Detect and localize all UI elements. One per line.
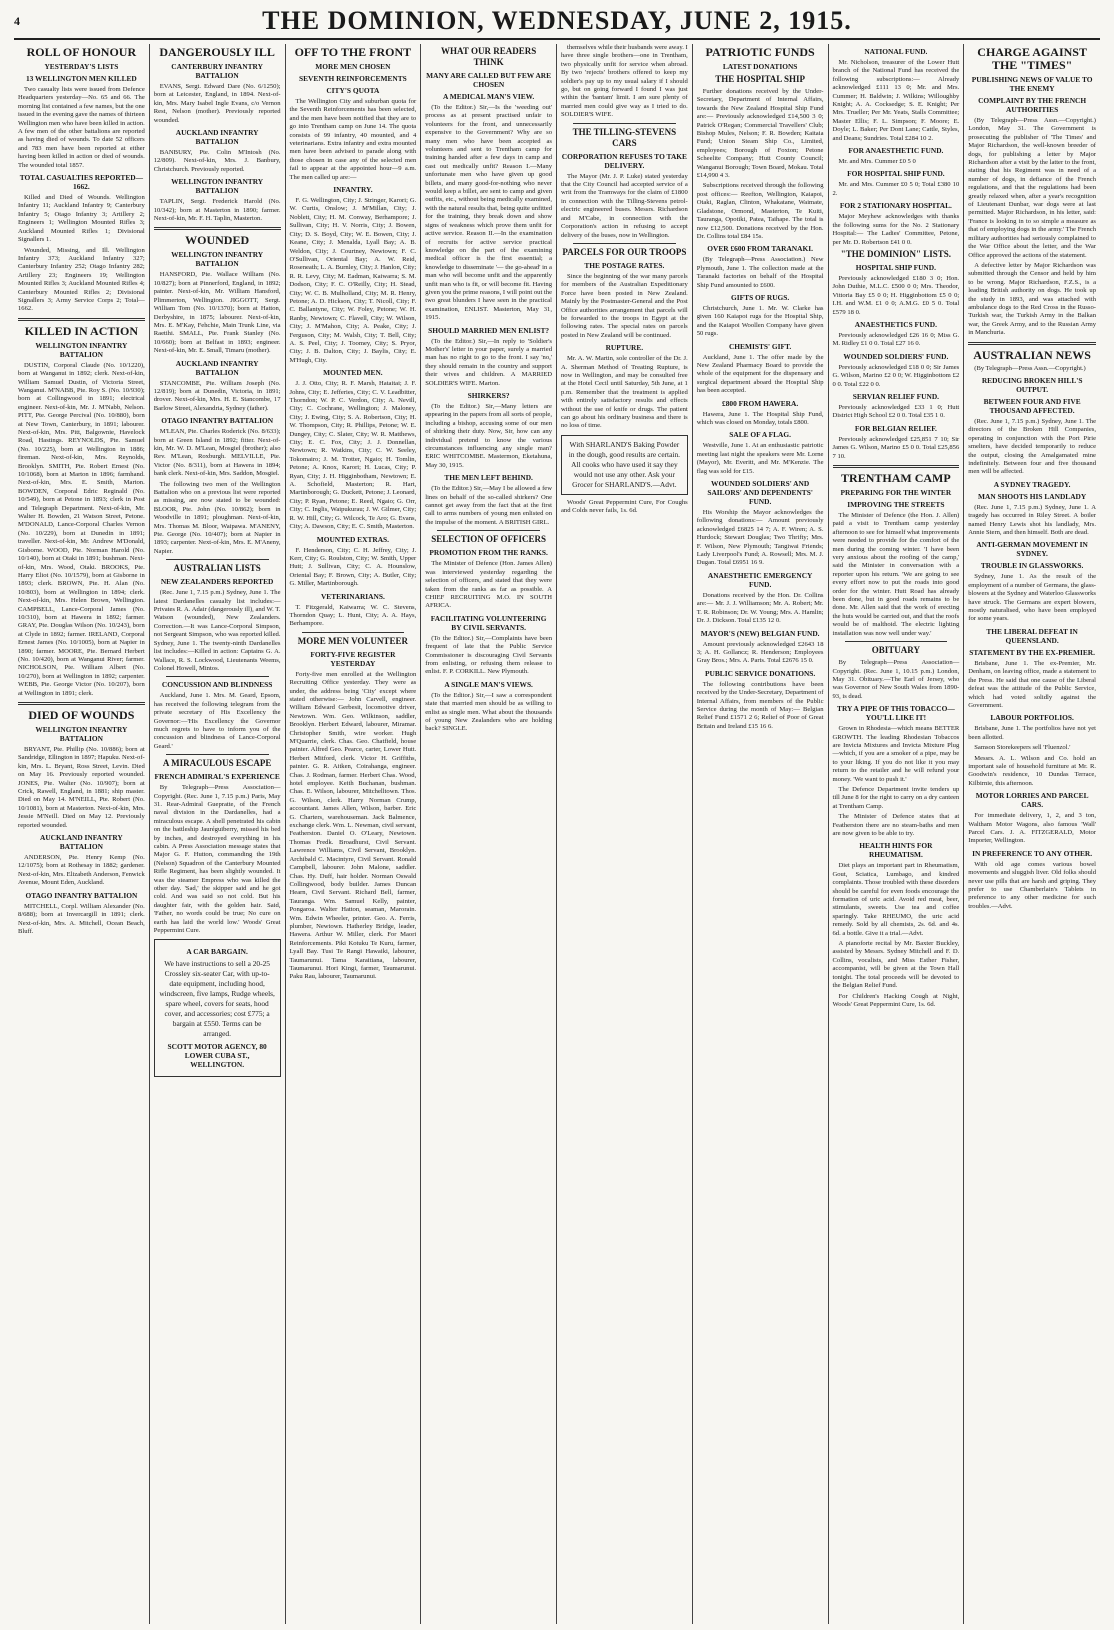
subheading: MOTOR LORRIES AND PARCEL CARS. bbox=[975, 791, 1089, 810]
article-text: (Rec. June 1, 7.15 p.m.) Sydney, June 1. A tragedy has occurred in Riley Street. A boiler named Henry Lewis shot his landlady, Mrs. Annie Stern, and then himself. Both are dead. bbox=[968, 503, 1096, 537]
divider bbox=[833, 465, 960, 468]
article-text: (To the Editor.) Sir,—May I be allowed a few lines on behalf of the so-called shirkers? One cannot get away from the fact that at the first call to arms numbers of young men enlisted on the impulse of the moment. A BRITISH GIRL. bbox=[425, 485, 552, 526]
subheading: OTAGO INFANTRY BATTALION bbox=[25, 890, 138, 900]
subheading: MORE MEN CHOSEN bbox=[315, 62, 391, 71]
article-text: ANDERSON, Pte. Henry Kemp (No. 12/1075); born at Rothesay in 1882; gardener. Next-of-kin, Mrs. Elizabeth Anderson, Fenwick Avenue, Mount Eden, Auckland. bbox=[18, 854, 145, 887]
article-text: Major Meyhew acknowledges with thanks the following sums for the No. 2 Stationary Hospital:— The Ladies' Committee, Petone, per Mr. D. Robertson £41 0 0. bbox=[832, 213, 960, 246]
subheading: FOR HOSPITAL SHIP FUND. bbox=[847, 169, 945, 179]
hospital-ship-heading: THE HOSPITAL SHIP bbox=[715, 74, 806, 84]
article-text: Woods' Great Peppermint Cure, For Coughs and Colds never fails, 1s. 6d. bbox=[561, 498, 688, 515]
subheading: VETERINARIANS. bbox=[320, 591, 385, 601]
advert-text: We have instructions to sell a 20-25 Crossley six-seater Car, with up-to-date equipment, including hood, windscreen, five lamps, Rudge wheels, spare wheel, covers for seats, hood cover, and accessories; cost £775; a bargain at £550. Terms can be arranged. bbox=[159, 959, 275, 1039]
columns bbox=[14, 44, 1100, 1624]
article-text: The Minister of Defence states that at Featherston there are no steam-baths and men are now given to be able to try. bbox=[832, 813, 960, 837]
article-text: Christchurch, June 1. Mr. W. Clarke has given 160 Kaiapoi rugs for the Hospital Ship, and the Kaiapoi Woollen Company have given 50 rugs. bbox=[696, 304, 824, 338]
article-text: (To the Editor.) Sir,—I saw a correspondent state that married men should be as willing to enlist as single men. What about the thousands of young New Zealanders who are holding back? SINGLE. bbox=[425, 691, 552, 733]
subheading: HEALTH HINTS FOR RHEUMATISM. bbox=[859, 841, 933, 860]
article-text: Two casualty lists were issued from Defence Headquarters yesterday—No. 65 and 66. The morning list contained a few names, but the one issued in the evening gave the names of thirteen Wellington men who have been killed in action. A few men of the other battalions are reported as having died of wounds. To date 52 officers and 783 men have been reported at either having been killed in action or died of wounds. The wounded total 1857. bbox=[18, 86, 145, 169]
divider bbox=[437, 530, 540, 531]
article-text: The Defence Department invite tenders up till June 8 for the right to carry on a dry canteen at Trentham Camp. bbox=[832, 785, 960, 810]
more-men-volunteer-heading: MORE MEN VOLUNTEER bbox=[297, 635, 408, 646]
divider bbox=[166, 676, 269, 677]
column-patriotic-funds bbox=[693, 44, 829, 1624]
subheading: A MEDICAL MAN'S VIEW. bbox=[443, 92, 535, 101]
article-text: Previously acknowledged £18 0 0; Sir James G. Wilson, Marino £2 0 0; W. Higginbottom £2 0 0. Total £22 0 0. bbox=[832, 363, 960, 388]
article-text: Subscriptions received through the following post offices:— Reefton, Wellington, Kaiapoi, Otaki, Raglan, Clinton, Whakatane, Waimate, Gladstone, Ormond, Masterton, Te Kuiti, Tauranga, Opotiki, Patea, Taihape. The total is now £12,500. Donations received by the Hon. Dr. Collins total £84 15s. bbox=[696, 182, 824, 240]
subheading: A SYDNEY TRAGEDY. bbox=[993, 479, 1071, 489]
readers-think-heading: WHAT OUR READERS THINK bbox=[441, 46, 537, 67]
article-text: Amount previously acknowledged £2643 18 3; A. H. Gollancz; R. Henderson; Employees Gray Bros.; Mrs. A. Paris. Total £2676 15 0. bbox=[696, 640, 824, 665]
subheading: NATIONAL FUND. bbox=[864, 47, 928, 56]
article-text: BANBURY, Pte. Colin M'Intosh (No. 12/809). Next-of-kin, Mrs. J. Banbury, Christchurch. Previously reported. bbox=[153, 149, 281, 173]
article-text: Mr. and Mrs. Cummer £0 5 0; Total £380 10 2. bbox=[832, 181, 960, 197]
patriotic-funds-heading: PATRIOTIC FUNDS bbox=[705, 45, 815, 59]
article-text: Mr. A. W. Martin, sole controller of the Dr. J. A. Sherman Method of Treating Rupture, is now in Wellington, and may be consulted free at the Hotel Cecil until Saturday, 5th June, at 1 p.m. Remember that the treatment is applied with entirely satisfactory results and effects without the use of knife or drugs. The patient can go about his ordinary business and there is no loss of time. bbox=[561, 355, 688, 430]
subheading: THE POSTAGE RATES. bbox=[584, 260, 665, 270]
subheading: CANTERBURY INFANTRY BATTALION bbox=[171, 62, 263, 80]
article-text: (To the Editor.) Sir,—Is the 'weeding out' process as at present practised unfair to volunteers for the front, and unnecessarily expensive to the Government? Why are so many men who have been accepted as volunteers and sent to Trentham camp for training handed after a few days in camp and cast out medically unfit? Reason I.—Many unfortunate men who have given up good billets, and many good-for-nothing who never would keep a billet, are sent to camp and given outfits, etc., without being medically examined, with the natural results that, being quite unfitted for the training, they break down and show signs of weakness which prove them unfit for active service. Reason II.—In the examination of recruits for active service practical knowledge on the part of the examining medical officer is the first essential; a knowledge to disseminate '— the go-ahead' in a man who will become unfit and the apparently unfit man who is fit, or will become fit. Having given you the prime reasons, I will point out the two great blunders I have seen in the practical examination, ENLIST. Masterton, May 31, 1915. bbox=[425, 104, 552, 322]
subheading: CONCUSSION AND BLINDNESS bbox=[161, 680, 273, 690]
article-text: Sydney, June 1. As the result of the employment of a number of Germans, the glass-blowers at the Sydney and Waterloo Glassworks have struck. The Germans are expert blowers, mostly naturalised, who have been employed for some years. bbox=[968, 573, 1096, 623]
wounded-heading: WOUNDED bbox=[185, 233, 250, 248]
divider bbox=[18, 318, 145, 321]
subheading: TOTAL CASUALTIES REPORTED—1662. bbox=[19, 173, 143, 192]
subheading: SEVENTH REINFORCEMENTS bbox=[298, 74, 407, 83]
subheading: OTAGO INFANTRY BATTALION bbox=[161, 416, 274, 426]
article-text: Grown in Rhodesia—which means BETTER GROWTH. The leading Rhodesian Tobaccos are Invicta Mixtures and Invicta Mixture Plug—which, if you are a smoker of a pipe, may be to your liking. If you do not like it you may return to the retailer and he will refund your money. 'We want to push it.' bbox=[832, 725, 960, 783]
article-text: Donations received by the Hon. Dr. Collins are:— Mr. J. J. Williamson; Mr. A. Robert; Mr. T. R. Robinson; Dr. W. Young; Mrs. A. Hamlin; Dr. J. Dickson. Total £135 12 0. bbox=[696, 591, 824, 625]
subheading: PROMOTION FROM THE RANKS. bbox=[429, 548, 548, 558]
article-text: The following contributions have been received by the Under-Secretary, Department of Internal Affairs, from members of the Public Service during the month of May:— Belgian Relief Fund £1571 2 6; Relief of Poor of Great Britain and Ireland £15 16 6. bbox=[696, 680, 824, 730]
article-text: (To the Editor.) Sir,—Many letters are appearing in the papers from all sorts of people, including a bishop, accusing some of our men of shirking their duty. Now, Sir, how can any individual pretend to know the various circumstances influencing any single man? ERIC WHITCOMBE. Mastermon, Eketahuna, May 30, 1915. bbox=[425, 403, 552, 469]
advert-heading: A CAR BARGAIN. bbox=[186, 947, 248, 957]
subheading: BETWEEN FOUR AND FIVE THOUSAND AFFECTED. bbox=[983, 396, 1081, 415]
subheading: PREPARING FOR THE WINTER bbox=[840, 488, 952, 497]
article-text: Diet plays an important part in Rheumatism, Gout, Sciatica, Lumbago, and kindred complaints. Those troubled with these disorders should be careful for even foods encourage the formation of uric acid. Avoid red meat, beer, stimulants, sweets. Use tea and coffee sparingly. Take RHEUMO, the uric acid remedy. Sold by all chemists, 2s. 6d. and 4s. 6d. a bottle. Give it a trial.—Advt. bbox=[832, 862, 960, 937]
car-bargain-advert bbox=[154, 939, 281, 1077]
subheading: AUCKLAND INFANTRY BATTALION bbox=[40, 833, 123, 852]
subheading: SHOULD MARRIED MEN ENLIST? bbox=[428, 325, 550, 335]
article-text: By Telegraph—Press Association—Copyright. (Rec. June 1, 7.15 p.m.) Paris, May 31. Rear-Admiral Guepratte, of the French naval division in the Dardanelles, had a miraculous escape. A shell penetrated his cabin on the battleship Jauréguiberry, missed his bed by inches, and destroyed everything in his cabin. A Press Association message states that Major G. F. Hutton, commanding the 19th (Nelson) Squadron of the Canterbury Mounted Rifle Regiment, has been slightly wounded. It was the steamer Empress who was killed the other day. 'Sad,' the skipper said and he got cold. And was said so not cold. But his daughter fair, with the golden hair. Said, 'Father, no words could be true; No cure on earth has laid the world low.' Woods' Great Peppermint Cure. bbox=[153, 784, 281, 935]
divider bbox=[154, 227, 281, 230]
subheading: RUPTURE. bbox=[605, 343, 644, 353]
article-text: Previously acknowledged £33 1 0; Hutt District High School £2 0 0. Total £35 1 0. bbox=[832, 403, 960, 420]
article-text: themselves while their husbands were away. I have three single brothers—one in Trentham, two physically unfit for service when abroad. By two 'rejects' brothers offered to keep my soldier's pay up to my usual salary if I should go, but on going forward I found I was just within the 'bantam' limit. I am sure plenty of married men could give way as I tried to do. SOLDIER'S WIFE. bbox=[561, 44, 688, 119]
article-text: For Children's Hacking Cough at Night, Woods' Great Peppermint Cure, 1s. 6d. bbox=[832, 992, 960, 1008]
article-text: Mr. and Mrs. Cummer £0 5 0 bbox=[838, 158, 916, 166]
subheading: INFANTRY. bbox=[333, 185, 373, 195]
subheading: YESTERDAY'S LISTS bbox=[44, 62, 119, 71]
subheading: ANAESTHETIC EMERGENCY FUND. bbox=[707, 570, 813, 589]
subheading: SERVIAN RELIEF FUND. bbox=[852, 391, 940, 401]
article-text: (Rec. June 1, 7.15 p.m.) Sydney, June 1. The directors of the Broken Hill Companies, operating in conjunction with the Port Pirie smelters, have decided temporarily to reduce the output, closing the Amalgamated mine indefinitely. Between four and five thousand men will be affected. bbox=[968, 417, 1096, 476]
article-text: Westville, June 1. At an enthusiastic patriotic meeting last night the speakers were Mr. Lorne (Mayor), Mr. Everitt, and Mr. M'Kenzie. The flag was sold for £15. bbox=[696, 442, 824, 475]
subheading: MANY ARE CALLED BUT FEW ARE CHOSEN bbox=[426, 71, 552, 89]
off-to-the-front-heading: OFF TO THE FRONT bbox=[294, 45, 412, 59]
article-text: Hawera, June 1. The Hospital Ship Fund, which was closed on Monday, totals £800. bbox=[696, 410, 824, 426]
article-text: The following two men of the Wellington Battalion who on a previous list were reported as missing, are now stated to be wounded: BLOOR, Pte. John (No. 10/862); born in Woodville in 1891; ploughman. Next-of-kin, Mrs. Thomas M. Bloor, Waipawa. M'ANENY, Pte. George (No. 10/407); born at Napier in 1893; carpenter. Next-of-kin, Mrs. E. M'Aneny, Napier. bbox=[153, 480, 281, 555]
article-text: Auckland, June 1. The offer made by the New Zealand Pharmacy Board to provide the whole of the equipment for the dispensary and surgical department aboard the Hospital Ship has been accepted. bbox=[696, 353, 824, 395]
subheading: ANTI-GERMAN MOVEMENT IN SYDNEY. bbox=[976, 540, 1088, 559]
article-text: A pianoforte recital by Mr. Baxter Buckley, assisted by Messrs. Sydney Mitchell and F. D. Collins, vocalists, and Miss Esther Fisher, accompanist, will be given at the Town Hall tonight. The total proceeds will be devoted to the Belgian Relief Fund. bbox=[832, 940, 960, 990]
subheading: LATEST DONATIONS bbox=[722, 62, 798, 71]
article-text: (By Telegraph—Press Assn.—Copyright.) bbox=[974, 364, 1086, 372]
subheading: FACILITATING VOLUNTEERING BY CIVIL SERVANTS. bbox=[430, 613, 547, 632]
subheading: WOUNDED SOLDIERS' AND SAILORS' AND DEPENDENTS' FUND. bbox=[707, 479, 813, 507]
subheading: SALE OF A FLAG. bbox=[729, 430, 791, 440]
article-text: T. Fitzgerald, Kaiwarra; W. C. Stevens, Thorndon Quay; L. Hunt, City; A. A. Hays, Berhampore. bbox=[289, 603, 417, 628]
subheading: THE LIBERAL DEFEAT IN QUEENSLAND. bbox=[986, 626, 1078, 645]
column-off-to-the-front bbox=[286, 44, 422, 1624]
subheading: REDUCING BROKEN HILL'S OUTPUT. bbox=[981, 375, 1083, 394]
dominion-lists-heading: "THE DOMINION" LISTS. bbox=[840, 248, 952, 259]
divider bbox=[302, 632, 405, 633]
article-text: (By Telegraph—Press Assn.—Copyright.) London, May 31. The Government is prosecuting the publisher of 'The Times' and Major Richardson, the well-known breeder of dogs, for publishing a letter by Major Richardson after a visit by the latter to the front, stating that his Regiment was in need of a number of dogs, in defiance of the French regulations, and that the regulations had been greatly relaxed when, after a year's recognition of Lieutenant Dunbar, war dogs were at last permitted. Major Richardson, in his letter, said: 'France is looking in to so simple a measure as that of employing dogs in the army.' The French military authorities had seriously complained to the War Office about the letter, and the War Office approved the actions of the statement. bbox=[968, 117, 1096, 259]
subheading: TRY A PIPE OF THIS TOBACCO—YOU'LL LIKE IT! bbox=[837, 704, 955, 723]
divider bbox=[18, 702, 145, 705]
subheading: AUCKLAND INFANTRY BATTALION bbox=[175, 358, 259, 377]
subheading: ANAESTHETICS FUND. bbox=[854, 319, 937, 329]
article-text: Previously acknowledged £26 16 0; Miss G. M. Ridley £1 0 0. Total £27 16 0. bbox=[832, 331, 960, 348]
divider bbox=[968, 342, 1096, 345]
column-tilling-stevens bbox=[557, 44, 693, 1624]
parcels-heading: PARCELS FOR OUR TROOPS bbox=[562, 246, 687, 257]
article-text: The Minister of Defence (Hon. James Allen) was interviewed yesterday regarding the selection of officers, and stated that they were taken from the ranks as far as possible. A CHIEF RECRUITING M.O. IN SOUTH AFRICA. bbox=[425, 560, 552, 610]
subheading: CITY'S QUOTA bbox=[326, 86, 380, 95]
miraculous-escape-heading: A MIRACULOUS ESCAPE bbox=[162, 758, 272, 769]
article-text: Further donations received by the Under-Secretary, Department of Internal Affairs, towards the New Zealand Hospital Ship Fund are:— Previously acknowledged £14,500 3 0; Patrick O'Regan; Commercial Travellers' Club; Bishop Mules, Nelson; F. R. Bowden; Kaitaia Fund; Union Steam Ship Co., Limited, employees; Borough of Foxton; Petone Scheelite Company; Hutt County Council; Wanganui Borough; Town Board, Mokau. Total £14,990 4 3. bbox=[696, 88, 824, 180]
subheading: WELLINGTON INFANTRY BATTALION bbox=[35, 340, 128, 359]
subheading: SHIRKERS? bbox=[467, 391, 510, 400]
subheading: NEW ZEALANDERS REPORTED bbox=[160, 577, 274, 587]
subheading: MOUNTED EXTRAS. bbox=[316, 534, 390, 544]
divider bbox=[845, 641, 948, 642]
subheading: FOR 2 STATIONARY HOSPITAL. bbox=[839, 201, 952, 211]
article-text: The Mayor (Mr. J. P. Luke) stated yesterday that the City Council had accepted service of a writ from the Tramways for the claim of £1800 in connection with the Tilling-Stevens petrol-electric engineered buses. Messrs. Richardson and M'Cabe, in connection with the Corporation's action in refusing to accept delivery of the buses, now in Wellington. bbox=[561, 172, 688, 239]
subheading: MOUNTED MEN. bbox=[323, 368, 383, 378]
obituary-heading: OBITUARY bbox=[871, 645, 920, 656]
newspaper-title: THE DOMINION, WEDNESDAY, JUNE 2, 1915. bbox=[262, 6, 852, 35]
charge-against-times-heading: CHARGE AGAINST THE "TIMES" bbox=[977, 45, 1087, 72]
subheading: WELLINGTON INFANTRY BATTALION bbox=[171, 250, 264, 269]
subheading: HOSPITAL SHIP FUND. bbox=[855, 262, 936, 272]
trentham-camp-heading: TRENTHAM CAMP bbox=[841, 471, 951, 485]
article-text: The Minister of Defence (the Hon. J. Allen) paid a visit to Trentham camp yesterday afternoon to see for himself what improvements were needed to provide for the comfort of the men during the coming winter. 'I have been very anxious about the roofing of the camp,' said the Minister in conversation with a reporter upon his return. 'We are going to see every effort now to put the roads into good order for the winter. Hutt Road has already been done, but in good roads remains to be done. Mr. Allen said that the work of erecting the huts would be carried out, and that the roofs would be of malthoid. The electric lighting installation was now well under way.' bbox=[832, 512, 960, 637]
advert-footer: SCOTT MOTOR AGENCY, 80 LOWER CUBA ST., WELLINGTON. bbox=[167, 1042, 267, 1070]
subheading: WELLINGTON INFANTRY BATTALION bbox=[35, 725, 128, 743]
died-of-wounds-heading: DIED OF WOUNDS bbox=[28, 708, 135, 722]
article-text: M'LEAN, Pte. Charles Roderick (No. 8/633); born at Green Island in 1892; fitter. Next-of-kin, Mr. W. D. M'Lean, Mosgiel (brother); also Rev. M'Lean, Roxburgh. MELVILLE, Pte. Victor (No. 8/311), born at Hawera in 1894; bank clerk. Next-of-kin, Mrs. Saddon, Mosgiel. bbox=[153, 428, 281, 478]
article-text: (To the Editor.) Sir,—Complaints have been frequent of late that the Public Service Commissioner is discouraging Civil Servants from enlisting, or refusing them release to enlist. F. P. CORKILL. New Plymouth. bbox=[425, 634, 552, 676]
article-text: A defective letter by Major Richardson was submitted through the Censor and held by him to be wrong. Major Richardson, F.Z.S., is a leading British authority on dogs. He took up the study in 1893, and was attached with ambulance dogs to the Red Cross in the Russo-Turkish war, the Turkish Army in the Balkan war, the Greek Army, and to the Russian Army in Manchuria. bbox=[968, 261, 1096, 337]
article-text: Brisbane, June 1. The ex-Premier, Mr. Denham, on leaving office, made a statement to the Press. He said that one cause of the Liberal defeat was the attitude of the Public Service, which had voted solidly against the Government. bbox=[968, 659, 1096, 709]
article-text: (By Telegraph—Press Association.) New Plymouth, June 1. The collection made at the Taranaki factories on behalf of the Hospital Ship Fund amounted to £600. bbox=[696, 256, 824, 289]
article-text: Wounded, Missing, and Ill. Wellington Infantry 373; Auckland Infantry 327; Canterbury Infantry 252; Otago Infantry 282; Artillery 23; Engineers 19; Wellington Mounted Rifles 3; Auckland Mounted Rifles 4; Canterbury Mounted Rifles 2; Divisional Signallers 3; Army Service Corps 2; Total—1662. bbox=[18, 246, 145, 313]
article-text: (To the Editor.) Sir,—In reply to 'Soldier's Mother's' letter in your paper, surely a married man has no right to go to the front. I say 'no,' they should remain in the country and support their wives and children. A MARRIED SOLDIER'S WIFE. Marton. bbox=[425, 337, 552, 387]
subheading: PUBLISHING NEWS OF VALUE TO THE ENEMY bbox=[971, 75, 1093, 93]
sharland-advert: With SHARLAND'S Baking Powder in the dough, good results are certain. All cooks who have used it say they would not use any other. Ask your Grocer for SHARLAND'S.—Advt. bbox=[561, 435, 688, 495]
subheading: STATEMENT BY THE EX-PREMIER. bbox=[969, 647, 1095, 657]
article-text: Forty-five men enrolled at the Wellington Recruiting Office yesterday. They were as under, the address being 'City' except where stated otherwise:— John Carvell, engineer. William Edward Gerbesit, locomotive driver, Newtown. Wm. Geo. Wilkinson, saddler, Brooklyn. Herbert Edward, labourer, Miramar. Christopher Smith, wire worker. Hugh M'Quarrie, clerk. Chas. Geo. Chatfield, house painter. Alfred Geo. Pearce, carter, Lower Hutt. Herbert Mitford, clerk. Victor H. Griffiths, painter. G. R. Aitken, Coirahanga, engineer. Chas. J. Rodman, farmer. Herbert Chas. Wood, hotel employee. Keith Buchanan, bushman. Chas. E. Wilson, labourer, Mitchelltown. Thos. G. Wilson, clerk. Harry Norman Crump, accountant. James Allen, Wilson, barber. Eric G. Charters, warehouseman. Jack Balmence, exchange clerk. Wm. L. Newman, civil servant, Featherston. Daniel O. O'Leary, Newtown. Thomas Fredk. Broadhurst, Civil Servant. Lawrence Williams, Civil Servant, Brooklyn. Archibald C. Macintyre, Civil Servant. Ronald Campbell, labourer. John Malone, saddler. Chas. Hy. Duff, hair holder. Norman Oswald Collingwood, body builder. James Duncan Hearn, Civil Servant. Richard Bell, farmer, Tauranga. Wm. Samuel Kelly, painter, Pongaroa. Walter Hatton, seaman, Marorain. Wm. Edwin Wheeler, printer. Geo. A. Ferris, plumber, Newtown. Hatherley Bridge, leader, Hawera. Arthur W. Miller, clerk. For Maori Reinforcements. Piki Kotuku Te Kuru, farmer, Lyall Bay. Tusi Te Rangi Hawaiki, labourer, Taumarunui. Tama Karaitiana, labourer, Taumarunui. Hori Kingi, farmer, Taumarunui. Paku Rau, labourer, Taumarunui. bbox=[289, 670, 417, 981]
subheading: 13 WELLINGTON MEN KILLED bbox=[25, 74, 137, 83]
article-text: Samson Storekeepers sell 'Fluenzol.' bbox=[974, 744, 1071, 752]
article-text: Since the beginning of the war many parcels for members of the Australian Expeditionary Force have been posted in New Zealand. Mainly by the Postmaster-General and the Post Office authorities arrangement that parcels will be forwarded to the troops in Egypt at the following rates. The special rates on parcels posted in New Zealand will be continued. bbox=[561, 272, 688, 339]
article-text: EVANS, Sergt. Edward Dare (No. 6/1250); born at Leicester, England, in 1894. Next-of-kin, Mrs. Mary Isabel Ingle Evans, c/o Vernon Rest, Nelson (mother). Previously reported wounded. bbox=[153, 83, 281, 124]
subheading: GIFTS OF RUGS. bbox=[731, 292, 790, 302]
article-text: By Telegraph—Press Association—Copyright. (Rec. June 1, 10.15 p.m.) London, May 31. Obituary.—The Earl of Jersey, who was Governor of New South Wales from 1890-93, is dead. bbox=[832, 659, 960, 700]
column-dangerously-ill bbox=[150, 44, 286, 1624]
article-text: MITCHELL, Corpl. William Alexander (No. 8/688); born at Invercargill in 1891; clerk. Next-of-kin, Mrs. A. Mitchell, Ocean Beach, Bluff. bbox=[18, 902, 145, 935]
divider bbox=[573, 243, 676, 244]
subheading: WOUNDED SOLDIERS' FUND. bbox=[843, 351, 949, 361]
article-text: Mr. Nicholson, treasurer of the Lower Hutt branch of the National Fund has received the following subscriptions:— Already acknowledged £111 13 0; Mr. and Mrs. Cummer; H. Baldwin; J. Wilkins; Willoughby Knight; A. A. Cocksedge; S. E. Knight; Per Mrs. Trueller; Per Mr. Yeats, Stalls Committee; Master Ellis; F. L. Simpson; F. Moore; E. Doyle; L. Baker; Per Dont Lane; Cattle, Styles, and Deans; Sundries. Total £284 10 2. bbox=[832, 59, 960, 142]
australian-news-heading: AUSTRALIAN NEWS bbox=[973, 347, 1091, 362]
subheading: FOR ANAESTHETIC FUND. bbox=[848, 146, 944, 156]
masthead bbox=[14, 4, 1100, 40]
article-text: Brisbane, June 1. The portfolios have not yet been allotted. bbox=[968, 725, 1096, 741]
article-text: HANSFORD, Pte. Wallace William (No. 10/827); born at Pinnerford, England, in 1892; painter. Next-of-kin, Mr. William Hansford, Plimmerton, Wellington. JIGGOTT, Sergt. William Tom (No. 10/1370); born at Hatton, Derbyshire, in 1875; labourer. Next-of-kin, Mrs. E. M'Kay, Fehchie, Main Trunk Line, via Raetihi. SMALL, Pte. Frank Stanley (No. 10/660); born at Belfast in 1893; engineer. Next-of-kin, Mr. E. Small, Timaru (mother). bbox=[153, 271, 281, 355]
killed-in-action-heading: KILLED IN ACTION bbox=[24, 323, 139, 338]
article-text: His Worship the Mayor acknowledges the following donations:— Amount previously acknowledged £6825 14 7; A. F. Wiren; A. S. Hurdock; Stewart Douglas; Two Thrifty; Mrs. F. Wilson, New Plymouth; Tangiwai Friends; Lady Liverpool's Fund; A. Rowsell; Mrs. M. J. Dugan. Total £6951 16 9. bbox=[696, 509, 824, 567]
subheading: CORPORATION REFUSES TO TAKE DELIVERY. bbox=[561, 151, 687, 170]
subheading: OVER £600 FROM TARANAKI. bbox=[707, 244, 813, 254]
selection-of-officers-heading: SELECTION OF OFFICERS bbox=[431, 534, 546, 545]
article-text: TAPLIN, Sergt. Frederick Harold (No. 10/342); born at Masterton in 1890; farmer. Next-of-kin, Mr. F. H. Taplin, Masterton. bbox=[153, 198, 281, 223]
subheading: CHEMISTS' GIFT. bbox=[728, 341, 792, 351]
subheading: FOR BELGIAN RELIEF. bbox=[854, 423, 937, 433]
divider bbox=[166, 559, 269, 560]
subheading: IN PREFERENCE TO ANY OTHER. bbox=[972, 848, 1093, 858]
tilling-stevens-heading: THE TILLING-STEVENS CARS bbox=[572, 126, 677, 148]
article-text: With old age comes various bowel movements and sluggish liver. Old folks should never use pills that are harsh and griping. They prefer to use Chamberlain's Tablets in preference to any other medicine for such troubles.—Advt. bbox=[968, 860, 1096, 910]
subheading: COMPLAINT BY THE FRENCH AUTHORITIES bbox=[978, 96, 1087, 114]
article-text: Messrs. A. L. Wilson and Co. hold an important sale of household furniture at Mr. R. Goodwin's residence, 10 Dundas Terrace, Kilbirnie, this afternoon. bbox=[968, 754, 1096, 787]
subheading: THE MEN LEFT BEHIND. bbox=[444, 473, 533, 483]
subheading: WELLINGTON INFANTRY BATTALION bbox=[171, 177, 264, 196]
subheading: IMPROVING THE STREETS bbox=[847, 500, 945, 509]
column-roll-of-honour bbox=[14, 44, 150, 1624]
article-text: BRYANT, Pte. Phillip (No. 10/886); born at Sandridge, Ellington in 1897; Hapuku. Next-of-kin, Mrs. L. Bryant, Ross Street, Levin. Died on May 16. Previously reported wounded. JONES, Pte. Walter (No. 10/907); born at Crick, Rawell, England, in 1881; ship master. Died on May 14. M'NEILL, Pte. Robert (No. 10/1081), born at Masterton. Next-of-kin, Mrs. Jessie M'Neill. Died on May 12. Previously reported wounded. bbox=[18, 746, 145, 829]
article-text: (Rec. June 1, 7.15 p.m.) Sydney, June 1. The latest Dardanelles casualty list includes:— Privates R. A. Adair (dangerously ill), and W. T. Watson (wounded), New Zealanders. Correction.—It was Lance-Corporal Simpson, not Sergeant Simpson, who was reported killed. Sydney, June 1. The twenty-ninth Dardanelles list includes:—Killed in action: Captains G. A. Wallace, R. S. Lockwood, Lieutenants Weems, Colonel Howell, Mintos. bbox=[153, 589, 281, 672]
column-funds-and-trentham bbox=[829, 44, 965, 1624]
dangerously-ill-heading: DANGEROUSLY ILL bbox=[159, 45, 275, 59]
divider bbox=[573, 123, 676, 124]
subheading: LABOUR PORTFOLIOS. bbox=[990, 713, 1074, 723]
subheading: MAN SHOOTS HIS LANDLADY bbox=[978, 491, 1087, 501]
article-text: F. G. Wellington, City; J. Stringer, Karori; G. W. Curtis, Onslow; J. M'Millan, City; J. Noblett, City; H. M. Conway, Berhampore; J. Sullivan, City; H. V. Norris, City; J. Bowen, City; D. S. Boyd, City; W. E. Bowen, City; J. Keane, City; J. Menalda, Lyall Bay; A. B. Weldon, City; J. Courtney, Newtown; F. C. O'Sullivan, Oriental Bay; A. W. Reid, Roseneath; L. A. Burnley, City; J. Hanlon, City; R. R. Levy, City; M. Eadman, Kaiwarra; S. M. Dodson, City; F. C. O'Reilly, City; H. Stead, City; W. C. B. Mulholland, City; M. R. Henry, Petone; A. D. Hickson, City; T. Nicoll, City; F. C. Ballantyne, City; W. Foley, Petone; W. H. Ranby, Newtown; C. Flavell, City; W. Wilson, City; J. M'Mahon, City; A. Peake, City; J. Ferguson, City; M. Walsh, City; T. Bell, City; A. S. Peel, City; J. Toomey, City; S. Pryor, City; J. B. Dalton, City; J. Baylis, City; E. M'Hugh, City. bbox=[289, 197, 417, 364]
subheading: FORTY-FIVE REGISTER YESTERDAY bbox=[310, 649, 396, 668]
page-number: 4 bbox=[14, 14, 20, 28]
column-readers-letters bbox=[421, 44, 557, 1624]
article-text: Previously acknowledged £25,851 7 10; Sir James G. Wilson, Marino £5 0 0. Total £25,856 7 10. bbox=[832, 435, 960, 460]
article-text: The Wellington City and suburban quota for the Seventh Reinforcements has been selected, and the men have been notified that they are to go into Trentham camp on June 14. The quota consists of 99 infantry, 40 mounted, and 4 veterinarians. Extra infantry and extra mounted men have been advised to parade along with those chosen in case any of the selected men fail to appear at the appointed hour—9 a.m. The men called up are:— bbox=[289, 98, 417, 181]
subheading: FRENCH ADMIRAL'S EXPERIENCE bbox=[154, 772, 280, 782]
subheading: TROUBLE IN GLASSWORKS. bbox=[980, 561, 1084, 571]
subheading: A SINGLE MAN'S VIEWS. bbox=[444, 679, 533, 689]
article-text: Killed and Died of Wounds. Wellington Infantry 11; Auckland Infantry 9; Canterbury Infantry 5; Otago Infantry 3; Artillery 2; Engineers 1; Wellington Mounted Rifles 3; Auckland Mounted Rifles 1; Divisional Signallers 1. bbox=[18, 194, 145, 244]
article-text: Auckland, June 1. Mrs. M. Geard, Epsom, has received the following telegram from the private secretary of His Excellency the Governor:—'His Excellency the Governor much regrets to have to inform you of the concussion and blindness of Lance-Corporal Geard.' bbox=[153, 692, 281, 750]
article-text: Previously acknowledged £180 3 0; Hon. John Duthie, M.L.C. £500 0 0; Mrs. Theodor, Vittoria Bay £5 0 0; H. Higginbottom £5 0 0; I.H. and W.M. £1 0 0; A.M.G. £0 5 0. Total £579 18 0. bbox=[832, 274, 960, 316]
subheading: PUBLIC SERVICE DONATIONS. bbox=[704, 668, 816, 678]
divider bbox=[166, 754, 269, 755]
column-charge-against-times bbox=[964, 44, 1100, 1624]
article-text: DUSTIN, Corporal Claude (No. 10/1220), born at Wanganui in 1892; clerk. Next-of-kin, William Samuel Dustin, of Victoria Street, Wanganui. M'NABB, Pte. Roy S. (No. 10/930); born at Collingwood in 1891; electrical engineer. Next-of-kin, Mr. J. M'Nabb, Nelson. PITT, Pte. George Percival (No. 10/880), born at New Town, Canterbury, in 1891; labourer. Next-of-kin, Mrs. Pitt, Balgownie, Havelock Road, Hastings. REYNOLDS, Pte. Samuel (No. 10/225), born at Wellington in 1886; fireman. Next-of-kin, Mrs. Reynolds, Brooklyn. SMITH, Pte. Robert Ernest (No. 10/1068), born at Marton in 1896; farmhand. Next-of-kin, Mrs. E. Smith, Marton. BOWDEN, Corporal Edric Reginald (No. 10/549), born at Petone in 1893; clerk in Post and Telegraph Department. Next-of-kin, Mr. Walter H. Bowden, 21 Watson Street, Petone. M'DONALD, Lance-Corporal Charles Vernon (No. 10/229), born at Dunedin in 1891; traveller. Next-of-kin, Mr. Andrew M'Donald, Gisborne. WOOD, Pte. Norman Harold (No. 10/140), born at Otaki in 1891; bushman. Next-of-kin, Mrs. Wood, Otaki. BROOKS, Pte. Harry Eliot (No. 10/1579), born at Gisborne in 1893; clerk. BROWN, Pte. H. Alan (No. 10/803), born at Wellington in 1894; clerk. Next-of-kin, Mrs. Helen Brown, Wellington. CAMPBELL, Lance-Corporal James (No. 10/310), born at Hawera in 1892; farmer. GRAY, Pte. Douglas Wilson (No. 10/243), born at Clyde in 1892; farmer. IRELAND, Corporal Ernest James (No. 10/1005), born at Napier in 1890; farmer. MOORE, Pte. Bernard Herbert (No. 10/420), born at Wanganui River; farmer. NICHOLSON, Pte. William Albert (No. 10/270), born at Wellington in 1892; carpenter. WEBB, Pte. George Victor (No. 10/207), born at Wellington in 1891; clerk. bbox=[18, 361, 145, 697]
article-text: STANCOMBE, Pte. William Joseph (No. 12/819); born at Dunedin, Victoria, in 1891; drover. Next-of-kin, Mrs. H. E. Stancombe, 17 Barlow Street, Alexandria, Sydney (father). bbox=[153, 379, 281, 412]
subheading: MAYOR'S (NEW) BELGIAN FUND. bbox=[700, 628, 820, 638]
article-text: For immediate delivery, 1, 2, and 3 ton, Waltham Motor Wagons, also famous 'Wall' Parcel Cars. J. A. FITZGERALD, Motor Importer, Wellington. bbox=[968, 812, 1096, 845]
subheading: AUCKLAND INFANTRY BATTALION bbox=[175, 128, 259, 147]
article-text: F. Henderson, City; C. H. Jeffrey, City; J. Kerr, City; G. Roulston, City; W. Smith, Upper Hutt; J. Sullivan, City; C. A. Hounslow, Oriental Bay; F. Brown, City; A. Butler, City; G. Miller, Martinborough. bbox=[289, 546, 417, 588]
australian-lists-heading: AUSTRALIAN LISTS bbox=[173, 563, 261, 574]
roll-of-honour-heading: ROLL OF HONOUR bbox=[26, 45, 137, 59]
article-text: J. J. Otto, City; R. F. Marsh, Hataitai; J. F. Johns, City; E. Jefferies, City; C. V. Leadbitter, Thorndon; W. P. C. Verdon, City; A. Nevill, City; C. Cochrane, Wellington; J. Maloney, City; J. Ewing, City; S. A. Robertson, City; H. W. Thompson, City; R. Phillips, Petone; W. E. Dungey, City; C. Slater, City; W. R. Matthews, City; E. C. Fox, City; J. J. Donnellan, Newtown; R. Watkins, City; C. W. Seeley, Tokomairo; J. M. Trotter, Ngaio; H. Tomlin, Petone; A. Knox, Karori; H. Lucas, City; P. Ryan, City; J. H. Higginbotham, Newtown; E. A. Schofield, Masterton; R. Hart, Martinborough; G. Duckett, Petone; J. Leonard, City; P. Ryan, Petone; E. Reed, Ngaio; G. Orr, City; C. Inglis, Waipukurau; J. W. Gilmer, City; R. W. Hill, City; G. Wilcock, Te Aro; G. Evans, City; A. Dawson, City; E. C. Smith, Masterton. bbox=[289, 380, 417, 531]
subheading: £800 FROM HAWERA. bbox=[722, 398, 799, 408]
